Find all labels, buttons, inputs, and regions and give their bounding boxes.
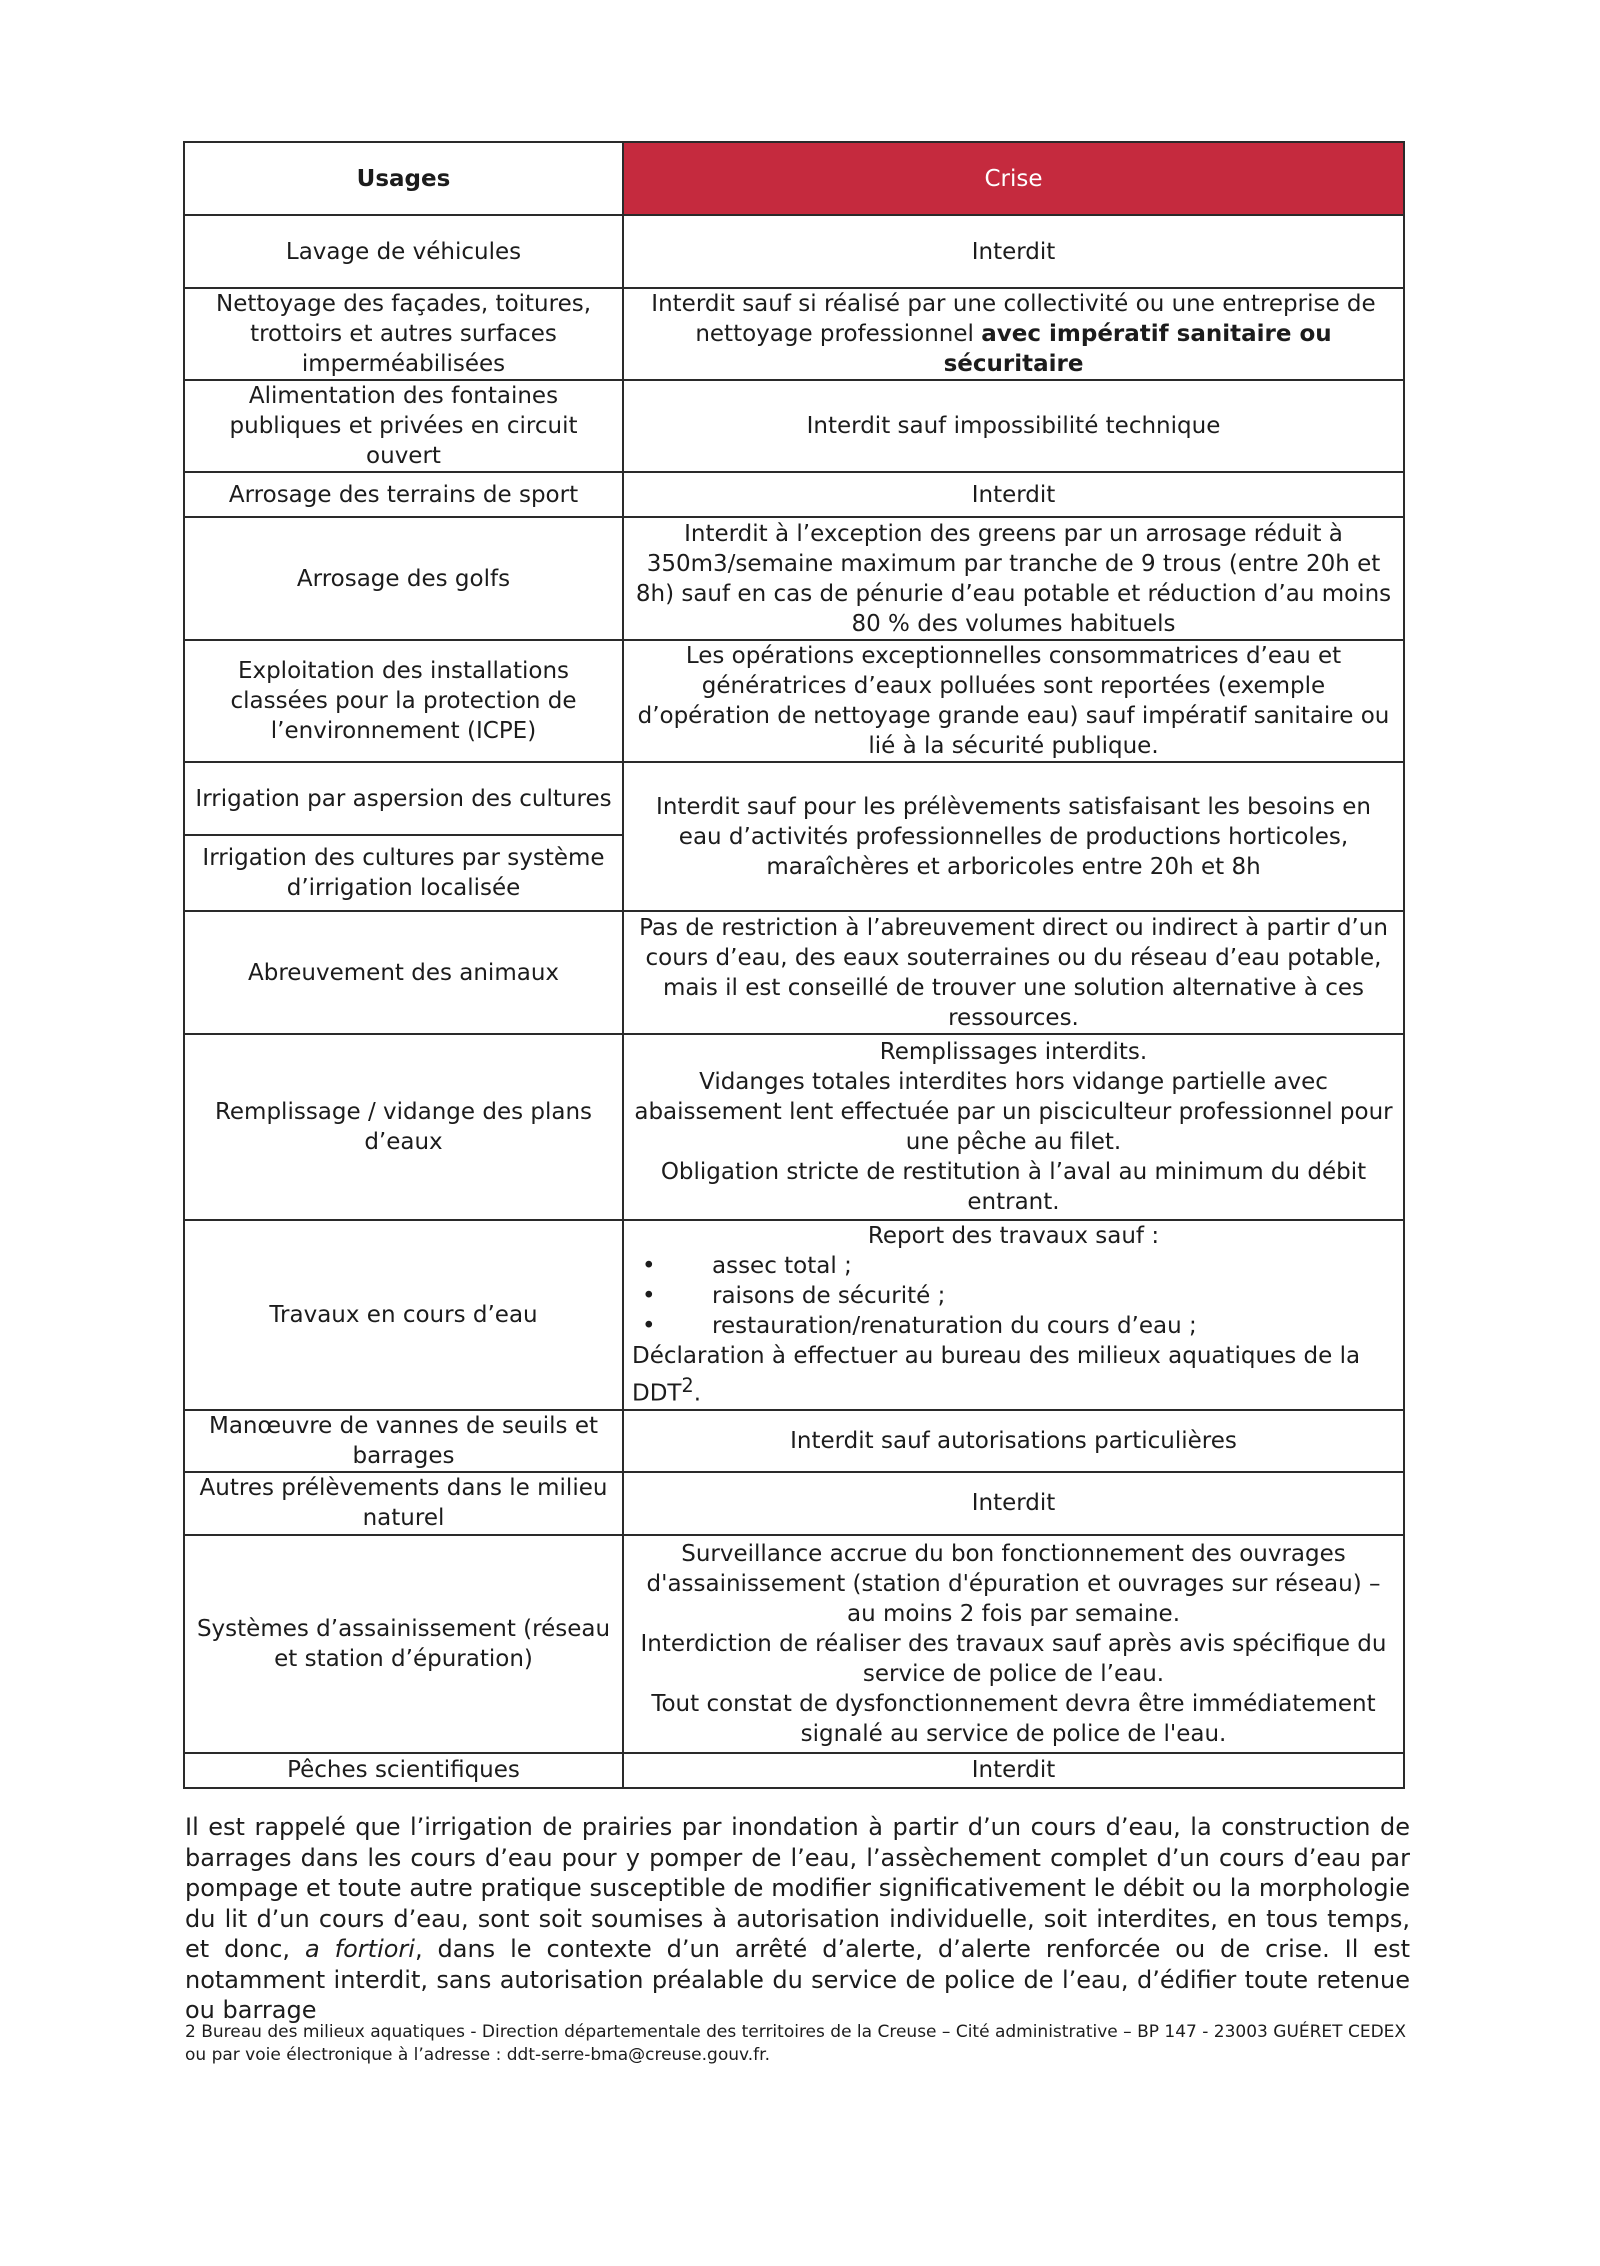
table-row — [184, 472, 1404, 517]
usage-cell: Travaux en cours d’eau — [184, 1220, 623, 1410]
rule-cell: Les opérations exceptionnelles consommatrices d’eau et génératrices d’eaux polluées sont reportées (exemple d’opération de nettoyage grande eau) sauf impératif sanitaire ou lié à la sécurité publique. — [623, 640, 1404, 762]
rule-cell: Pas de restriction à l’abreuvement direct ou indirect à partir d’un cours d’eau, des eaux souterraines ou du réseau d’eau potable, mais il est conseillé de trouver une solution alternative à ces ressources. — [623, 911, 1404, 1034]
usage-cell: Exploitation des installations classées pour la protection de l’environnement (ICPE) — [184, 640, 623, 762]
restrictions-table — [183, 141, 1405, 1789]
usage-cell: Systèmes d’assainissement (réseau et station d’épuration) — [184, 1535, 623, 1753]
bullet-item: • restauration/renaturation du cours d’eau ; — [632, 1311, 1395, 1341]
table-row — [184, 1535, 1404, 1753]
reminder-paragraph — [185, 1812, 1410, 2026]
rule-cell: Interdit — [623, 1472, 1404, 1535]
rule-cell: Interdit — [623, 215, 1404, 288]
usage-cell: Alimentation des fontaines publiques et privées en circuit ouvert — [184, 380, 623, 472]
rule-outro-text: Déclaration à effectuer au bureau des milieux aquatiques de la DDT — [632, 1343, 1361, 1407]
rule-cell — [623, 288, 1404, 380]
header-crise: Crise — [623, 142, 1404, 215]
rule-cell: Interdit à l’exception des greens par un arrosage réduit à 350m3/semaine maximum par tranche de 9 trous (entre 20h et 8h) sauf en cas de pénurie d’eau potable et réduction d’au moins 80 % des volumes habituels — [623, 517, 1404, 640]
table-row — [184, 288, 1404, 380]
usage-cell: Autres prélèvements dans le milieu naturel — [184, 1472, 623, 1535]
rule-line: Vidanges totales interdites hors vidange partielle avec abaissement lent effectuée par un pisciculteur professionnel pour une pêche au filet. — [634, 1069, 1393, 1155]
rule-cell: Interdit sauf impossibilité technique — [623, 380, 1404, 472]
table-row — [184, 1472, 1404, 1535]
rule-cell — [623, 1220, 1404, 1410]
usage-cell: Abreuvement des animaux — [184, 911, 623, 1034]
usage-cell: Manœuvre de vannes de seuils et barrages — [184, 1410, 623, 1472]
paragraph-italic: a fortiori — [305, 1935, 415, 1963]
usage-cell: Arrosage des golfs — [184, 517, 623, 640]
header-usages: Usages — [184, 142, 623, 215]
footnote-ref: 2 — [681, 1374, 694, 1397]
rule-outro-end: . — [693, 1380, 701, 1407]
table-row — [184, 380, 1404, 472]
table-row — [184, 911, 1404, 1034]
rule-cell: Interdit sauf autorisations particulières — [623, 1410, 1404, 1472]
rule-cell: Interdit — [623, 472, 1404, 517]
rule-cell — [623, 1535, 1404, 1753]
table-row — [184, 215, 1404, 288]
usage-cell: Arrosage des terrains de sport — [184, 472, 623, 517]
table-row — [184, 640, 1404, 762]
bullet-item: • raisons de sécurité ; — [632, 1281, 1395, 1311]
rule-text: Interdit sauf si réalisé par une collectivité ou une entreprise de nettoyage professionnel — [651, 291, 1376, 347]
footnote: 2 Bureau des milieux aquatiques - Direction départementale des territoires de la Creuse – Cité administrative – BP 147 - 23003 GUÉRET CEDEX ou par voie électronique à l’adresse : ddt-serre-bma@creuse.gouv.fr. — [185, 2022, 1407, 2065]
table-row — [184, 1753, 1404, 1788]
usage-cell: Remplissage / vidange des plans d’eaux — [184, 1034, 623, 1220]
rule-line: Tout constat de dysfonctionnement devra être immédiatement signalé au service de police de l'eau. — [651, 1690, 1376, 1747]
table-row — [184, 1410, 1404, 1472]
table-header-row — [184, 142, 1404, 215]
usage-cell: Irrigation des cultures par système d’irrigation localisée — [184, 835, 623, 911]
rule-cell: Interdit — [623, 1753, 1404, 1788]
usage-cell: Nettoyage des façades, toitures, trottoirs et autres surfaces imperméabilisées — [184, 288, 623, 380]
table-row — [184, 517, 1404, 640]
rule-cell-irrigation: Interdit sauf pour les prélèvements satisfaisant les besoins en eau d’activités professionnelles de productions horticoles, maraîchères et arboricoles entre 20h et 8h — [623, 762, 1404, 911]
table-row — [184, 1034, 1404, 1220]
rule-line: Surveillance accrue du bon fonctionnement des ouvrages d'assainissement (station d'épuration et ouvrages sur réseau) – au moins 2 fois par semaine. — [646, 1540, 1381, 1627]
rule-bold-text: avec impératif sanitaire ou sécuritaire — [943, 321, 1332, 377]
rule-cell — [623, 1034, 1404, 1220]
rule-line: Obligation stricte de restitution à l’aval au minimum du débit entrant. — [660, 1159, 1367, 1215]
paragraph-text: Il est rappelé que l’irrigation de prairies par inondation à partir d’un cours d’eau, la construction de barrages dans les cours d’eau pour y pomper de l’eau, l’assèchement complet d’un cours d’eau par pompage et toute autre pratique susceptible de modifier significativement le débit ou la morphologie du lit d’un cours d’eau, sont soit soumises à autorisation individuelle, soit interdites, en tous temps, et donc, — [185, 1813, 1410, 1963]
rule-outro — [632, 1341, 1395, 1409]
table-row — [184, 762, 1404, 835]
rule-line: Remplissages interdits. — [879, 1039, 1148, 1065]
bullet-list — [632, 1251, 1395, 1341]
bullet-item: • assec total ; — [632, 1251, 1395, 1281]
usage-cell: Irrigation par aspersion des cultures — [184, 762, 623, 835]
paragraph-text-end: , dans le contexte d’un arrêté d’alerte, d’alerte renforcée ou de crise. Il est notamment interdit, sans autorisation préalable du service de police de l’eau, d’édifier toute retenue ou barrage — [185, 1935, 1410, 2024]
rule-intro: Report des travaux sauf : — [867, 1223, 1160, 1249]
table-row — [184, 1220, 1404, 1410]
usage-cell: Lavage de véhicules — [184, 215, 623, 288]
rule-line: Interdiction de réaliser des travaux sauf après avis spécifique du service de police de l’eau. — [640, 1630, 1387, 1687]
usage-cell: Pêches scientifiques — [184, 1753, 623, 1788]
